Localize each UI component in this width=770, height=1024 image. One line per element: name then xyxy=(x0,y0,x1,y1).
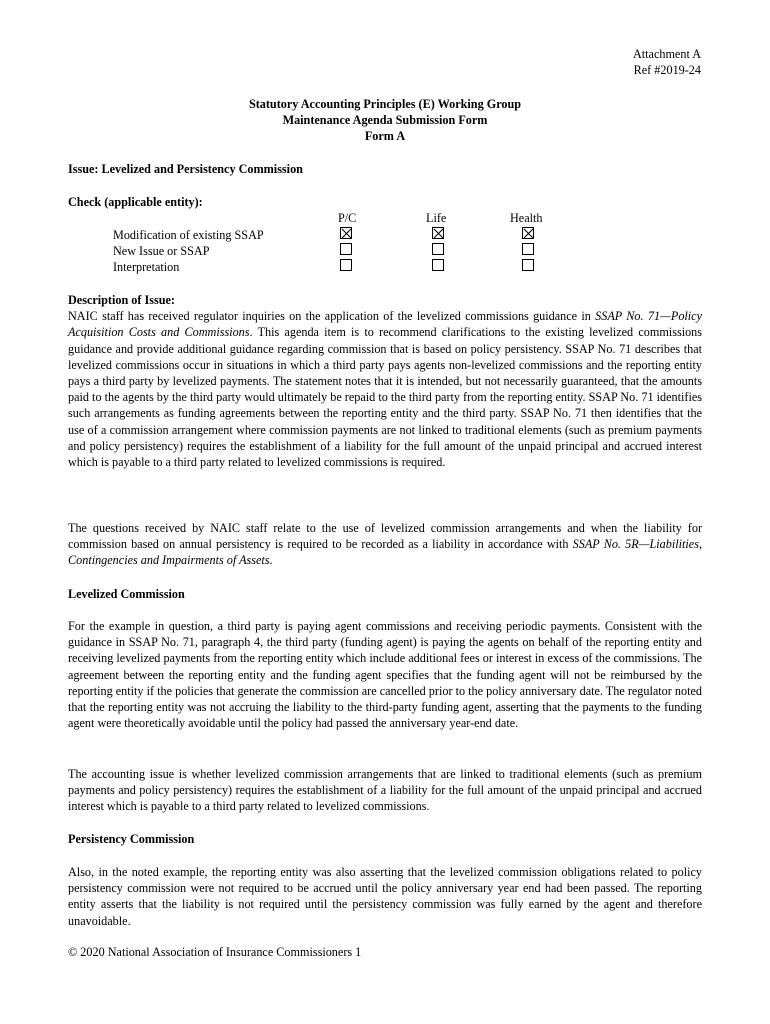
row-label-interpretation: Interpretation xyxy=(113,260,180,274)
description-p2-text-b: . xyxy=(269,553,273,568)
description-paragraph-2 xyxy=(68,520,702,569)
issue-heading: Issue: Levelized and Persistency Commission xyxy=(68,162,303,176)
checkbox-new-issue-pc[interactable] xyxy=(340,243,352,255)
ref-number: Ref #2019-24 xyxy=(633,63,701,77)
column-pc: P/C xyxy=(338,211,357,225)
checkbox-interpretation-health[interactable] xyxy=(522,259,534,271)
levelized-paragraph-2: The accounting issue is whether levelized commission arrangements that are linked to traditional elements (such as premium payments and policy persistency) requires the establishment of a liability for the full amount of the unpaid principal and accrued interest which is payable to a third party related to levelized commissions. xyxy=(68,767,702,814)
checkbox-new-issue-life[interactable] xyxy=(432,243,444,255)
ssap-5r-reference: SSAP No. 5R—Liabilities, Contingencies and Impairments of Assets xyxy=(68,537,702,568)
checkbox-modification-life[interactable] xyxy=(432,227,444,239)
title-working-group: Statutory Accounting Principles (E) Working Group xyxy=(248,97,522,111)
attachment-reference xyxy=(633,46,701,78)
description-p2-text-a: The questions received by NAIC staff relate to the use of levelized commission arrangements and when the liability for commission based on annual persistency is required to be recorded as a liability in accordance with xyxy=(68,521,702,552)
description-p1-text-b: . This agenda item is to recommend clarifications to the existing levelized commissions guidance and provide additional guidance regarding commission that is based on policy persistency. SSAP No. 71 describes that levelized commissions occur in situations in which a third party pays agents non-levelized commissions and the reporting entity pays a third party by levelized payments. The statement notes that it is intended, but not necessarily guaranteed, that the amounts paid to the agents by the third party would ultimately be repaid to the third party from the reporting entity. SSAP No. 71 identifies such arrangements as funding agreements between the reporting entity and the third party. SSAP No. 71 then identifies that the use of a commission arrangement where commission payments are not linked to traditional elements (such as premium payments and policy persistency) requires the establishment of a liability for the full amount of the unpaid principal and accrued interest which is payable to a third party related to levelized commissions is required. xyxy=(68,325,703,470)
title-form-name: Maintenance Agenda Submission Form xyxy=(282,113,488,127)
copyright-footer: © 2020 National Association of Insurance Commissioners 1 xyxy=(68,945,362,959)
checkbox-new-issue-health[interactable] xyxy=(522,243,534,255)
attachment-label: Attachment A xyxy=(632,47,701,61)
row-label-new-issue: New Issue or SSAP xyxy=(113,244,210,258)
description-paragraph-1 xyxy=(68,308,702,470)
persistency-paragraph-1: Also, in the noted example, the reporting entity was also asserting that the levelized commission obligations related to policy persistency commission were not required to be accrued until the policy anniversary year end had been passed. The reporting entity asserts that the liability is not required until the persistency commission was fully earned by the agent and therefore unavoidable. xyxy=(68,865,702,928)
document-title xyxy=(0,96,770,144)
levelized-commission-heading: Levelized Commission xyxy=(68,587,185,601)
levelized-paragraph-1: For the example in question, a third party is paying agent commissions and receiving periodic payments. Consistent with the guidance in SSAP No. 71, paragraph 4, the third party (funding agent) is paying the agents on behalf of the reporting entity and receiving levelized payments from the reporting entity which include additional fees or interest in excess of the commissions. The agreement between the reporting entity and the funding agent specifies that the funding agent will not be reimbursed by the reporting entity if the policies that generate the commission are cancelled prior to the policy anniversary date. The regulator noted that the reporting entity was not accruing the liability to the third-party funding agent, asserting that the payments to the funding agent were theoretically avoidable until the policy had passed the anniversary year-end date. xyxy=(68,619,702,731)
description-section xyxy=(68,292,702,470)
description-p1-text-a: NAIC staff has received regulator inquiries on the application of the levelized commissions guidance in xyxy=(68,309,596,324)
column-health: Health xyxy=(510,211,543,225)
title-form-letter: Form A xyxy=(364,129,406,143)
row-label-modification: Modification of existing SSAP xyxy=(113,228,264,242)
column-life: Life xyxy=(426,211,447,225)
ssap-71-reference: SSAP No. 71—Policy Acquisition Costs and Commissions xyxy=(68,309,703,340)
checkbox-interpretation-pc[interactable] xyxy=(340,259,352,271)
checkbox-interpretation-life[interactable] xyxy=(432,259,444,271)
description-heading: Description of Issue: xyxy=(68,293,175,307)
checkbox-modification-pc[interactable] xyxy=(340,227,352,239)
checkbox-modification-health[interactable] xyxy=(522,227,534,239)
check-entity-heading: Check (applicable entity): xyxy=(68,195,203,209)
persistency-commission-heading: Persistency Commission xyxy=(68,832,195,846)
